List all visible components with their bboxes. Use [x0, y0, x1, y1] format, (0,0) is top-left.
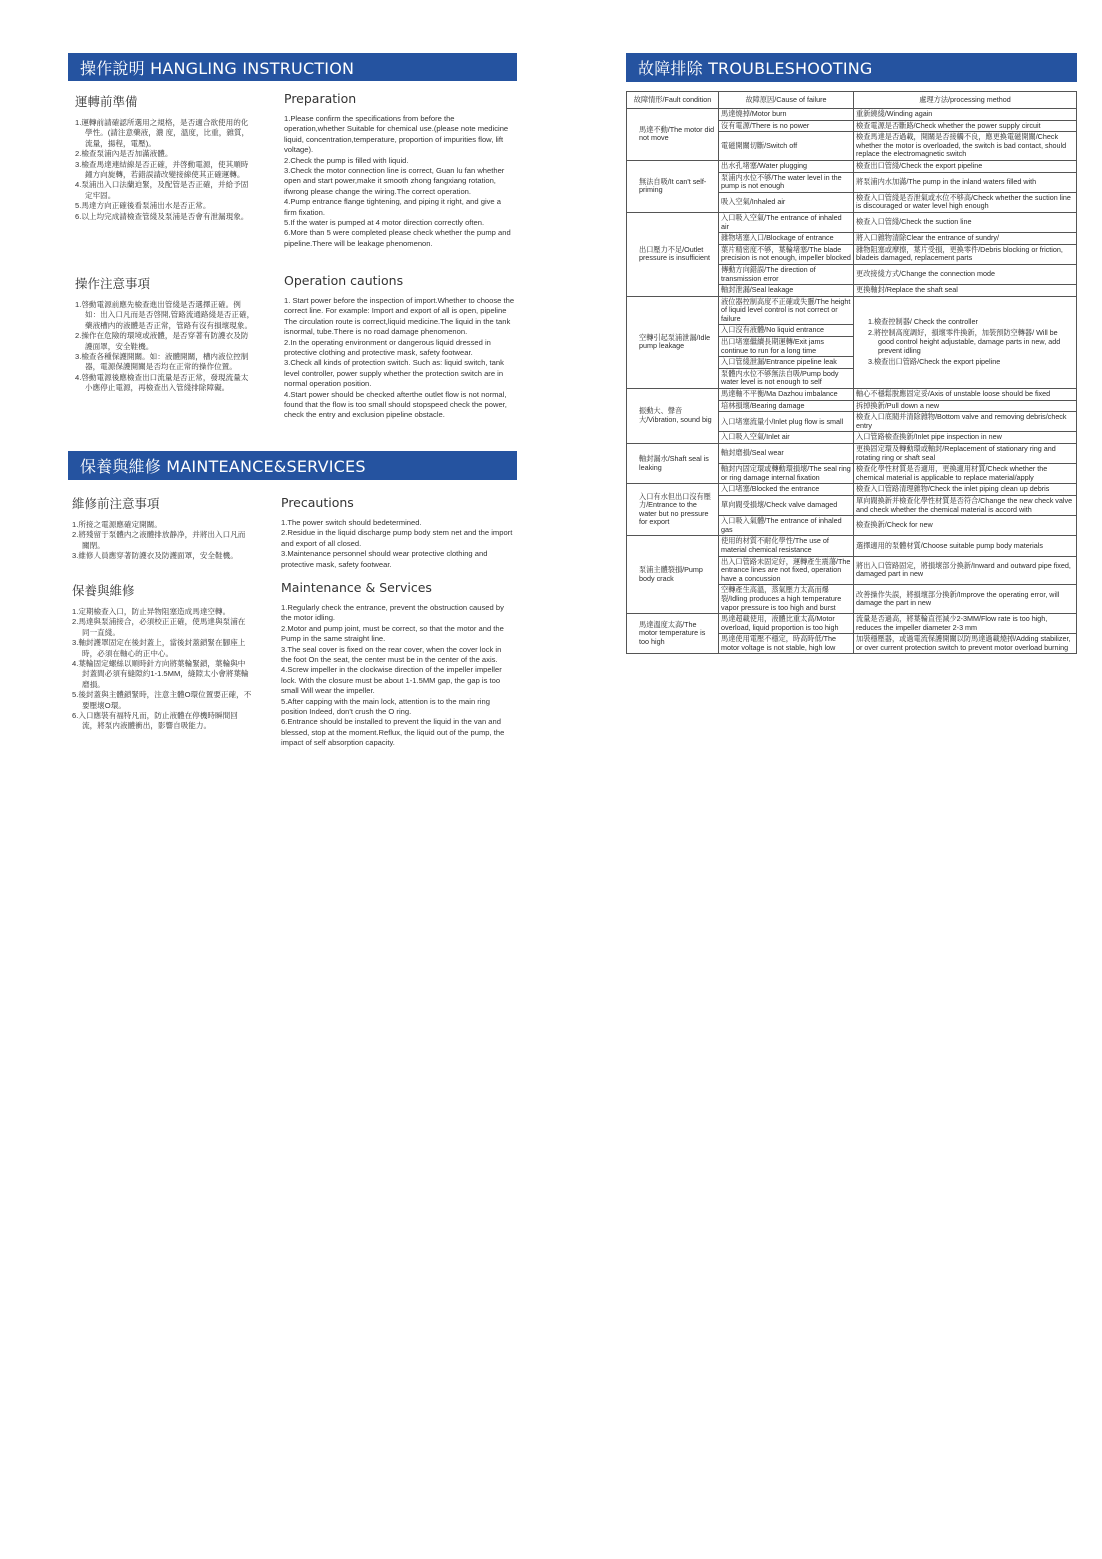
cause-cell: 入口堵塞流量小/Inlet plug flow is small — [719, 412, 854, 432]
troubleshooting-body — [627, 109, 1077, 654]
cause-cell: 馬達使用電壓不穩定，時高時低/The motor voltage is not stable, high low — [719, 634, 854, 654]
method-cell: 檢查出口管綫/Check the export pipeline — [854, 160, 1077, 172]
list-item: 5.後封蓋與主體鎖緊時，注意主體O環位置要正確，不要壓壞O環。 — [72, 690, 252, 710]
table-row — [627, 296, 1077, 325]
list-item: 5.After capping with the main lock, attention is to the main ring position Indeed, don't crush the O ring. — [281, 696, 490, 717]
cause-cell: 入口吸入氣體/The entrance of inhaled gas — [719, 516, 854, 536]
method-cell: 檢查入口管路清理雜物/Check the inlet piping clean up debris — [854, 484, 1077, 496]
cautions-zh-list — [75, 300, 255, 394]
method-cell: 單向閥換新并檢查化學性材質是否符合/Change the new check valve and check whether the chemical material is accord with — [854, 495, 1077, 515]
method-cell: 檢查換新/Check for new — [854, 516, 1077, 536]
list-item: 1.Please confirm the specifications from before the operation,whether Suitable for chemical use.(please note medicine liquid, concentration,temperature, proportion of impurities flow, lift voltage). — [284, 114, 509, 155]
list-item: 4.Start power should be checked afterthe outlet flow is not normal, found that the flow is too small should stopspeed check the power, check the entry and exclusion pipeline obstacle. — [284, 389, 507, 420]
cause-cell: 電磁開關切斷/Switch off — [719, 132, 854, 161]
list-item: 4.Screw impeller in the clockwise direction of the impeller impeller lock. With the closure must be about 1-1.5MM gap, the gap is too small Will wear the impeller. — [281, 665, 502, 696]
list-item: 2.In the operating environment or dangerous liquid dressed in protective clothing and protective mask, safety footwear. — [284, 337, 491, 358]
cause-cell: 使用的材質不耐化學性/The use of material chemical resistance — [719, 536, 854, 556]
method-cell: 將泵浦内水加滿/The pump in the inland waters filled with — [854, 172, 1077, 192]
list-item: 6.More than 5 were completed please check whether the pump and pipeline.There will be leakage phenomenon. — [284, 228, 511, 248]
method-cell: 檢查電源是否斷路/Check whether the power supply circuit — [854, 120, 1077, 132]
list-item: 1. Start power before the inspection of import.Whether to choose the correct line. For example: Import and export of all is open, pipeline The circulation route is correct,liquid medicine.The liquid in the tank isnormal, tube.There is no road damage phenomenon. — [284, 296, 515, 337]
fault-cell: 出口壓力不足/Outlet pressure is insufficient — [627, 212, 719, 296]
cause-cell: 空轉產生高溫，蒸氣壓力太高而爆裂/Idling produces a high temperature vapor pressure is too high and burst — [719, 585, 854, 614]
services-en-section — [281, 580, 513, 749]
cause-cell: 單向閥受損壞/Check valve damaged — [719, 495, 854, 515]
cause-cell: 入口吸入空氣/The entrance of inhaled air — [719, 212, 854, 232]
method-cell — [854, 296, 1077, 388]
prep-en-section — [284, 91, 514, 249]
method-cell: 入口管路檢查換新/Inlet pipe inspection in new — [854, 432, 1077, 444]
list-item: 3.檢查馬達連結線是否正確，并啓動電源，使其順時鐘方向旋轉，若錯誤請改變接線使其正確運轉。 — [75, 159, 249, 180]
cautions-zh-title: 操作注意事項 — [75, 276, 151, 291]
method-cell: 軸心不穩鬆脫應固定妥/Axis of unstable loose should be fixed — [854, 389, 1077, 401]
method-cell: 將入口雜物清除Clear the entrance of sundry/ — [854, 233, 1077, 245]
list-item: 2.Residue in the liquid discharge pump body stem net and the import and export of all closed. — [281, 528, 513, 548]
list-item: 1.運轉前請確認所選用之規格，是否適合欲使用的化學性。(請注意藥液，濃 度，溫度，比重，雜質，流量，揚程，電壓)。 — [75, 118, 250, 148]
fault-cell: 馬達溫度太高/The motor temperature is too high — [627, 614, 719, 654]
table-row — [627, 109, 1077, 121]
fault-cell: 泵浦主體裂損/Pump body crack — [627, 536, 719, 614]
cause-cell: 傳動方向錯誤/The direction of transmission error — [719, 264, 854, 284]
method-cell: 重新繞綫/Winding again — [854, 109, 1077, 121]
cause-cell: 出入口管路未固定好，運轉產生震蕩/The entrance lines are not fixed, operation have a concussion — [719, 556, 854, 585]
services-zh-section — [72, 581, 252, 732]
precautions-en-title: Precautions — [281, 495, 354, 510]
method-line: 1.檢查控制器/ Check the controller — [868, 316, 978, 326]
fault-cell: 軸封漏水/Shaft seal is leaking — [627, 444, 719, 484]
cause-cell: 沒有電源/There is no power — [719, 120, 854, 132]
list-item: 4.啓動電源後應檢查出口流量是否正常，發現流量太小應停止電源，再檢查出入管綫排除障礙。 — [75, 372, 249, 393]
cause-cell: 馬達軸不平衡/Ma Dazhou imbalance — [719, 389, 854, 401]
method-cell: 檢查馬達是否過載，開關是否接觸不良，應更換電磁開關/Check whether the motor is overloaded, the switch is bad contact, should replace the electromagnetic switch — [854, 132, 1077, 161]
method-cell: 更換固定環及轉動環或軸封/Replacement of stationary ring and rotating ring or shaft seal — [854, 444, 1077, 464]
cause-cell: 雜物堵塞入口/Blockage of entrance — [719, 233, 854, 245]
method-line: 2.將控制高度調好，損壞零件換新，加裝預防空轉器/ Will be good control height adjustable, damage parts in new, add prevent idling — [868, 328, 1061, 355]
prep-en-title: Preparation — [284, 91, 357, 106]
precautions-zh-section — [72, 494, 252, 562]
cautions-en-section — [284, 273, 516, 421]
list-item: 3.軸封護罩固定在後封蓋上，當後封蓋鎖緊在腳座上時，必須在軸心的正中心。 — [72, 638, 246, 658]
services-zh-list — [72, 607, 252, 732]
fault-cell: 入口有水但出口沒有壓力/Entrance to the water but no pressure for export — [627, 484, 719, 536]
cause-cell: 馬達燒掉/Motor burn — [719, 109, 854, 121]
list-item: 2.操作在危險的環境或液體，是否穿著有防護衣及防護面罩，安全鞋機。 — [75, 331, 249, 351]
list-item: 3.Maintenance personnel should wear protective clothing and protective mask, safety footwear. — [281, 549, 488, 569]
list-item: 2.馬達與泵浦接合，必須校正正確，使馬達與泵浦在同一直綫。 — [72, 617, 246, 637]
cause-cell: 軸封内固定環或轉動環損壞/The seal ring or ring damage internal fixation — [719, 464, 854, 484]
method-line: 3.檢查出口管路/Check the export pipeline — [868, 357, 1001, 367]
list-item: 5.If the water is pumped at 4 motor direction correctly often. — [284, 218, 485, 228]
table-row — [627, 536, 1077, 556]
list-item: 1.啓動電源前應先檢查進出管綫是否選擇正確。例如：出入口凡而是否啓開,管路流通路綫是否正確，藥液槽内的液體是否正常，管路有沒有損壞現象。 — [75, 300, 255, 330]
cause-cell: 入口管綫泄漏/Entrance pipeline leak — [719, 357, 854, 369]
list-item: 2.檢查泵浦內是否加滿液體。 — [75, 149, 173, 159]
cause-cell: 泵浦内水位不够/The water level in the pump is not enough — [719, 172, 854, 192]
services-en-title: Maintenance & Services — [281, 580, 432, 595]
table-row — [627, 212, 1077, 232]
list-item: 6.Entrance should be installed to prevent the liquid in the van and blessed, stop at the moment.Reflux, the liquid out of the pump, the impact of self absorption capacity. — [281, 717, 505, 748]
method-cell: 檢查入口管綫是否泄氣或水位不够高/Check whether the suction line is discouraged or water level high enough — [854, 192, 1077, 212]
list-item: 1.The power switch should bedetermined. — [281, 518, 422, 527]
list-item: 6.以上均完成請檢查管綫及泵浦是否會有泄漏現象。 — [75, 211, 249, 221]
prep-zh-section — [75, 92, 255, 222]
precautions-en-list — [281, 518, 513, 570]
services-en-list — [281, 603, 513, 749]
prep-zh-list — [75, 118, 255, 222]
list-item: 3.Check all kinds of protection switch. Such as: liquid switch, tank level controller, power supply whether the protection switch are in normal operation position. — [284, 358, 504, 389]
list-item: 3.檢查各種保護開關。如：液體開關，槽内液位控制器，電源保護開關是否均在正常的操作位置。 — [75, 352, 249, 372]
table-row — [627, 444, 1077, 464]
method-cell: 加裝穩壓器，或過電流保護開關以防馬達過載燒掉/Adding stabilizer, or over current protection switch to prevent motor overload burning — [854, 634, 1077, 654]
cautions-en-title: Operation cautions — [284, 273, 404, 288]
cause-cell: 吸入空氣/Inhaled air — [719, 192, 854, 212]
cause-cell: 葉片精密度不够，葉輪堵塞/The blade precision is not enough, impeller blocked — [719, 244, 854, 264]
cause-cell: 入口堵塞/Blocked the entrance — [719, 484, 854, 496]
list-item: 4.葉輪固定螺絲以順時針方向將葉輪緊鎖，葉輪與中封蓋間必須有縫隙約1-1.5MM，縫隙太小會將葉輪磨損。 — [72, 659, 249, 689]
cause-cell: 軸封泄漏/Seal leakage — [719, 285, 854, 297]
cautions-zh-section — [75, 274, 255, 394]
method-cell: 檢查入口管綫/Check the suction line — [854, 212, 1077, 232]
list-item: 6.入口應裝有福特凡而，防止液體在停機時瞬間回流，將泵内液體衝出，影響自吸能力。 — [72, 711, 238, 731]
method-cell: 雜物阻塞或摩擦，葉片受損，更換零件/Debris blocking or friction, bladeis damaged, replacement parts — [854, 244, 1077, 264]
precautions-en-section — [281, 495, 513, 570]
cause-cell: 入口沒有液體/No liquid entrance — [719, 325, 854, 337]
method-cell: 改善操作失誤，將損壞部分換新/Improve the operating error, will damage the part in new — [854, 585, 1077, 614]
cause-cell: 出水孔堵塞/Water plugging — [719, 160, 854, 172]
list-item: 1.所接之電源應確定開關。 — [72, 520, 162, 529]
list-item: 1.Regularly check the entrance, prevent the obstruction caused by the motor idling. — [281, 603, 504, 623]
method-cell: 流量是否過高，將葉輪直徑減少2-3MM/Flow rate is too high, reduces the impeller diameter 2-3 mm — [854, 614, 1077, 634]
list-item: 2.將殘留于泵體内之液體排放静净，并將出入口凡而關閉。 — [72, 530, 246, 550]
header-method: 處理方法/processing method — [854, 92, 1077, 109]
precautions-zh-list — [72, 520, 252, 562]
list-item: 5.馬達方向正確後看泵浦出水是否正常。 — [75, 201, 211, 211]
table-row — [627, 389, 1077, 401]
troubleshooting-table — [626, 91, 1077, 654]
method-cell: 檢查入口底閥并清除雜物/Bottom valve and removing debris/check entry — [854, 412, 1077, 432]
troubleshooting-banner: 故障排除 TROUBLESHOOTING — [626, 53, 1077, 82]
list-item: 2.Check the pump is filled with liquid. — [284, 155, 409, 165]
fault-cell: 馬達不動/The motor did not move — [627, 109, 719, 161]
cause-cell: 泵體内水位不够無法自吸/Pump body water level is not enough to self — [719, 368, 854, 388]
header-cause: 故障原因/Cause of failure — [719, 92, 854, 109]
table-row — [627, 160, 1077, 172]
instruction-banner: 操作說明 HANGLING INSTRUCTION — [68, 53, 517, 81]
maintenance-banner: 保養與維修 MAINTEANCE&SERVICES — [68, 451, 517, 480]
cause-cell: 液位器控制高度不正確或失靈/The height of liquid level control is not correct or failure — [719, 296, 854, 325]
list-item: 4.泵浦出入口法蘭迫緊，及配管是否正確，并給予固定牢固。 — [75, 180, 249, 200]
prep-en-list — [284, 114, 514, 249]
fault-cell: 振動大、聲音大/Vibration, sound big — [627, 389, 719, 444]
cause-cell: 軸封磨損/Seal wear — [719, 444, 854, 464]
services-zh-title: 保養與維修 — [72, 583, 135, 598]
list-item: 3.The seal cover is fixed on the rear cover, when the cover lock in the foot On the seat, the center must be in the center of the axis. — [281, 644, 502, 665]
list-item: 4.Pump entrance flange tightening, and piping it right, and give a firm fixation. — [284, 197, 501, 217]
method-cell: 更改接綫方式/Change the connection mode — [854, 264, 1077, 284]
table-row — [627, 614, 1077, 634]
cautions-en-list — [284, 296, 516, 421]
table-header-row — [627, 92, 1077, 109]
method-cell: 更換軸封/Replace the shaft seal — [854, 285, 1077, 297]
prep-zh-title: 運轉前準備 — [75, 94, 138, 109]
list-item: 2.Motor and pump joint, must be correct, so that the motor and the Pump in the same straight line. — [281, 623, 504, 644]
precautions-zh-title: 維修前注意事項 — [72, 496, 160, 511]
list-item: 3.Check the motor connection line is correct, Guan lu fan whether open and start power,make it smooth zhong fangxiang rotation, ifwrong please change the wiring.The correct operation. — [284, 166, 505, 196]
cause-cell: 入口吸入空氣/Inlet air — [719, 432, 854, 444]
fault-cell: 空轉引起泵浦泄漏/Idle pump leakage — [627, 296, 719, 388]
table-row — [627, 484, 1077, 496]
method-cell: 選擇適用的泵體材質/Choose suitable pump body materials — [854, 536, 1077, 556]
method-cell: 將出入口管路固定，將損壞部分換新/Inward and outward pipe fixed, damaged part in new — [854, 556, 1077, 585]
fault-cell: 無法自吸/It can't self-priming — [627, 160, 719, 212]
method-cell: 檢查化學性材質是否適用，更換適用材質/Check whether the chemical material is applicable to replace material/apply — [854, 464, 1077, 484]
list-item: 3.維修人員應穿著防護衣及防護面罩，安全鞋機。 — [72, 551, 238, 561]
list-item: 1.定期檢查入口，防止异物阻塞造成馬達空轉。 — [72, 607, 231, 616]
method-cell: 拆掉換新/Pull down a new — [854, 400, 1077, 412]
cause-cell: 培林損壞/Bearing damage — [719, 400, 854, 412]
cause-cell: 馬達超載使用，液體比重太高/Motor overload, liquid proportion is too high — [719, 614, 854, 634]
cause-cell: 出口堵塞繼續長期運轉/Exit jams continue to run for a long time — [719, 337, 854, 357]
header-fault: 故障情形/Fault condition — [627, 92, 719, 109]
